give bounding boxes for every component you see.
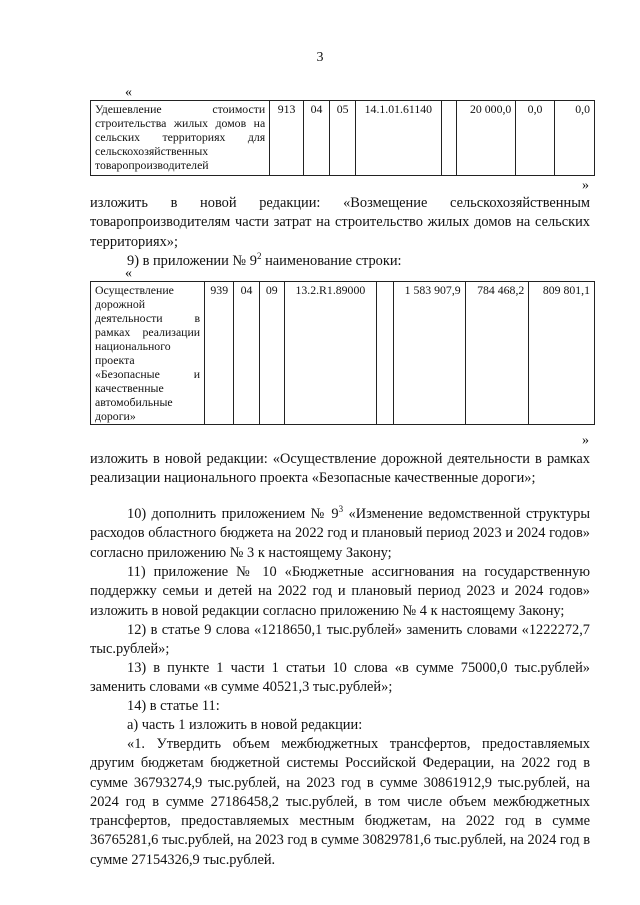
cell-2024: 0,0 xyxy=(554,101,594,176)
item-10-sup: 3 xyxy=(338,504,344,515)
item-9 xyxy=(90,252,590,271)
item-9-suffix: наименование строки: xyxy=(261,253,402,269)
table-row xyxy=(91,101,595,176)
close-quote-1: » xyxy=(582,178,589,193)
cell-subsection: 09 xyxy=(259,282,284,425)
cell-2022: 1 583 907,9 xyxy=(393,282,465,425)
item-14-text: 14) в статье 11: xyxy=(127,698,220,714)
item-14a-body xyxy=(90,735,590,870)
cell-ministry-code: 939 xyxy=(205,282,234,425)
item-13-text: 13) в пункте 1 части 1 статьи 10 слова «в сумме 75000,0 тыс.рублей» заменить словами «в сумме 40521,3 тыс.рублей»; xyxy=(90,660,590,696)
item-12 xyxy=(90,621,590,660)
item-10-prefix: 10) дополнить приложением № 9 xyxy=(127,506,339,522)
row-name-cell: Удешевление стоимости строительства жилых домов на сельских территориях для сельскохозяйственных товаропроизводителей xyxy=(91,101,270,176)
cell-2022: 20 000,0 xyxy=(457,101,516,176)
close-quote-2: » xyxy=(582,433,589,448)
item-11-text: 11) приложение № 10 «Бюджетные ассигнования на государственную поддержку семьи и детей на 2022 год и плановый период 2023 и 2024 годов» изложить в новой редакции согласно приложению № 4 к настоящему Закону; xyxy=(90,564,590,619)
item-9-sup: 2 xyxy=(256,251,262,262)
open-quote-1: « xyxy=(125,85,132,100)
item-14a-body-text: «1. Утвердить объем межбюджетных трансфертов, предоставляемых другим бюджетам бюджетной системы Российской Федерации, на 2022 год в сумме 36793274,9 тыс.рублей, на 2023 год в сумме 30861912,9 тыс.рублей, на 2024 год в сумме 27186458,2 тыс.рублей, в том числе объем межбюджетных трансфертов, предоставляемых местным бюджетам, на 2022 год в сумме 36765281,6 тыс.рублей, на 2023 год в сумме 30829781,6 тыс.рублей, на 2024 год в сумме 27154326,9 тыс.рублей. xyxy=(90,736,590,868)
cell-expense-type xyxy=(376,282,393,425)
item-10 xyxy=(90,505,590,563)
item-14a-text: а) часть 1 изложить в новой редакции: xyxy=(127,717,363,733)
cell-section: 04 xyxy=(234,282,259,425)
cell-2023: 0,0 xyxy=(516,101,554,176)
table-old-row-2 xyxy=(90,281,595,425)
item-13 xyxy=(90,659,590,698)
item-14a xyxy=(90,716,590,735)
open-quote-2: « xyxy=(125,266,132,281)
table-row xyxy=(91,282,595,425)
item-11 xyxy=(90,563,590,621)
cell-target-article: 14.1.01.61140 xyxy=(356,101,441,176)
edit-paragraph-2: изложить в новой редакции: «Осуществление дорожной деятельности в рамках реализации национального проекта «Безопасные качественные дороги»; xyxy=(90,451,590,487)
cell-target-article: 13.2.R1.89000 xyxy=(284,282,376,425)
item-10-suffix: «Изменение ведомственной структуры расходов областного бюджета на 2022 год и плановый период 2023 и 2024 годов» согласно приложению № 3 к настоящему Закону; xyxy=(90,506,591,561)
cell-ministry-code: 913 xyxy=(270,101,304,176)
item-9-prefix: 9) в приложении № 9 xyxy=(127,253,257,269)
edit-paragraph-1: изложить в новой редакции: «Возмещение сельскохозяйственным товаропроизводителям части затрат на строительство жилых домов на сельских территориях»; xyxy=(90,195,590,250)
cell-2023: 784 468,2 xyxy=(465,282,529,425)
cell-section: 04 xyxy=(303,101,329,176)
table-old-row-1 xyxy=(90,100,595,176)
cell-expense-type xyxy=(441,101,457,176)
row-name-cell: Осуществление дорожной деятельности в рамках реализации национального проекта «Безопасные и качественные автомобильные дороги» xyxy=(91,282,205,425)
cell-2024: 809 801,1 xyxy=(529,282,595,425)
item-12-text: 12) в статье 9 слова «1218650,1 тыс.рублей» заменить словами «1222272,7 тыс.рублей»; xyxy=(90,622,590,658)
page-number: 3 xyxy=(316,50,324,65)
cell-subsection: 05 xyxy=(330,101,356,176)
item-14 xyxy=(90,697,590,716)
